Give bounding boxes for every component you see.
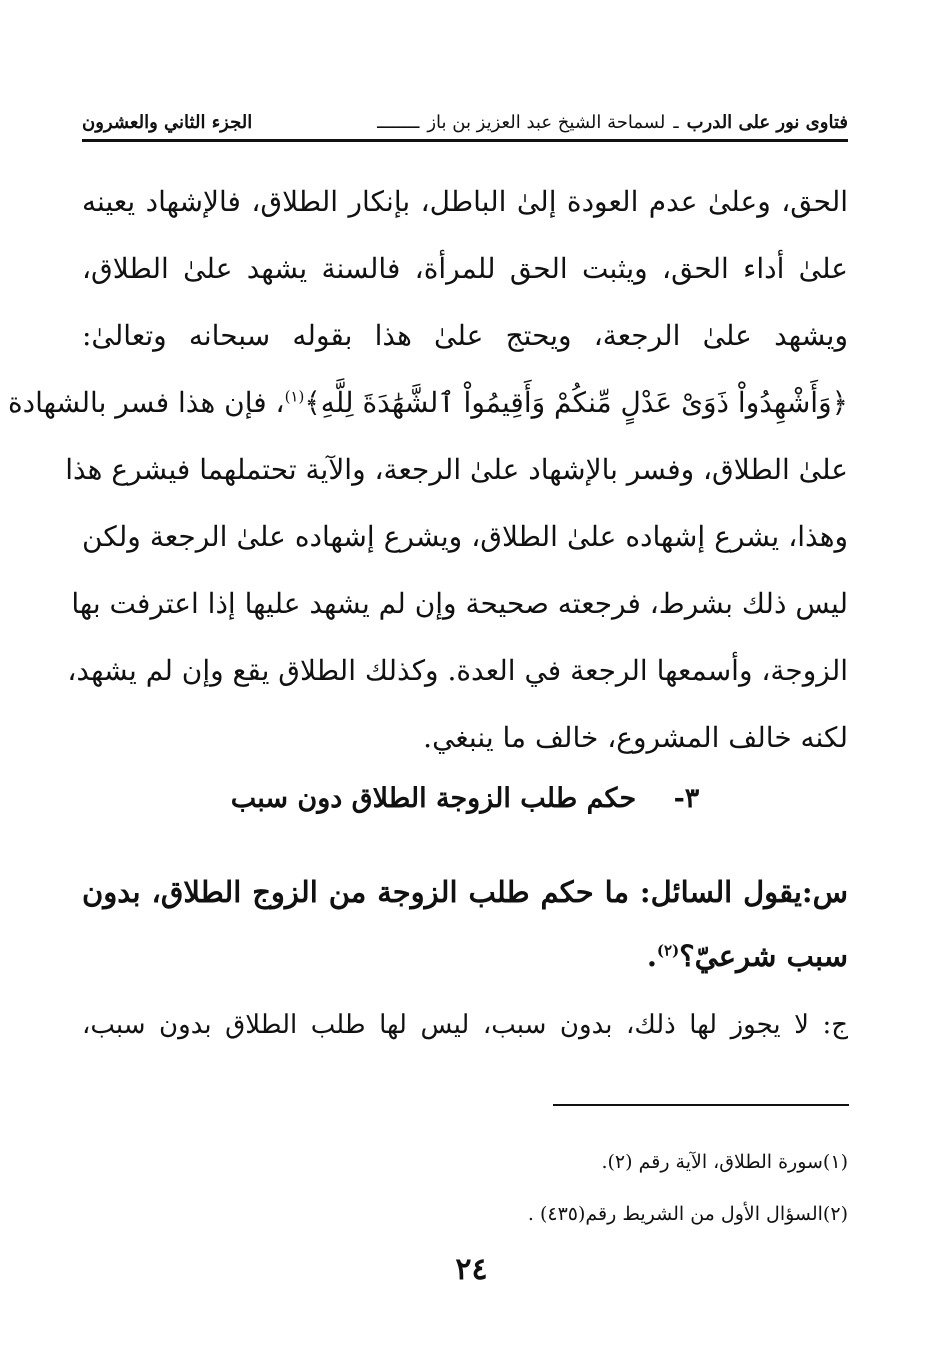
- footnote-item: (١)سورة الطلاق، الآية رقم (٢).: [601, 1151, 848, 1173]
- book-title: فتاوى نور على الدرب: [686, 112, 848, 133]
- body-line: وهذا، يشرع إشهاده علىٰ الطلاق، ويشرع إشهاده علىٰ الرجعة ولكن: [82, 520, 848, 553]
- body-line: علىٰ الطلاق، وفسر بالإشهاد علىٰ الرجعة، والآية تحتملهما فيشرع هذا: [65, 453, 848, 486]
- body-line: لكنه خالف المشروع، خالف ما ينبغي.: [423, 721, 848, 754]
- body-line: علىٰ أداء الحق، ويثبت الحق للمرأة، فالسنة يشهد علىٰ الطلاق،: [82, 252, 848, 285]
- body-line: ويشهد علىٰ الرجعة، ويحتج علىٰ هذا بقوله سبحانه وتعالىٰ:: [82, 319, 848, 352]
- question-end: .: [646, 939, 657, 973]
- body-paragraph: [7, 168, 848, 771]
- footnote-ref-2: (٢): [656, 941, 680, 960]
- footnotes: [82, 1136, 848, 1240]
- footnote-divider: [553, 1104, 849, 1106]
- header-separator: ـ: [673, 112, 679, 133]
- body-line: ليس ذلك بشرط، فرجعته صحيحة وإن لم يشهد عليها إذا اعترفت بها: [71, 587, 848, 620]
- part-separator: ــــــــ: [377, 112, 420, 133]
- question-block: [82, 860, 848, 988]
- footnote-ref-1: (١): [284, 387, 305, 406]
- body-line: الحق، وعلىٰ عدم العودة إلىٰ الباطل، بإنكار الطلاق، فالإشهاد يعينه: [82, 185, 848, 218]
- question-text: سبب شرعيّ؟: [679, 939, 848, 973]
- answer-block: [82, 995, 848, 1055]
- running-header-title-group: [377, 112, 848, 133]
- running-header: [82, 112, 848, 142]
- question-line: س:يقول السائل: ما حكم طلب الزوجة من الزوج الطلاق، بدون: [82, 875, 848, 909]
- author-name: لسماحة الشيخ عبد العزيز بن باز: [427, 112, 666, 133]
- body-line-quran: [7, 369, 848, 436]
- quran-commentary: ، فإن هذا فسر بالشهادة: [7, 386, 285, 419]
- page-number: ٢٤: [455, 1252, 488, 1287]
- section-heading: [82, 783, 848, 814]
- section-number: ٣-: [673, 783, 700, 814]
- section-title: حكم طلب الزوجة الطلاق دون سبب: [230, 783, 637, 814]
- body-line: الزوجة، وأسمعها الرجعة في العدة. وكذلك الطلاق يقع وإن لم يشهد،: [67, 654, 848, 687]
- volume-part: الجزء الثاني والعشرون: [82, 112, 253, 133]
- quran-verse: ﴿وَأَشْهِدُواْ ذَوَىْ عَدْلٍ مِّنكُمْ وَأَقِيمُواْ ٱلشَّهَٰدَةَ لِلَّهِ﴾: [304, 386, 848, 419]
- footnote-item: (٢)السؤال الأول من الشريط رقم(٤٣٥) .: [527, 1203, 848, 1225]
- answer-line: ج: لا يجوز لها ذلك، بدون سبب، ليس لها طلب الطلاق بدون سبب،: [82, 1010, 848, 1040]
- question-line: [82, 924, 848, 988]
